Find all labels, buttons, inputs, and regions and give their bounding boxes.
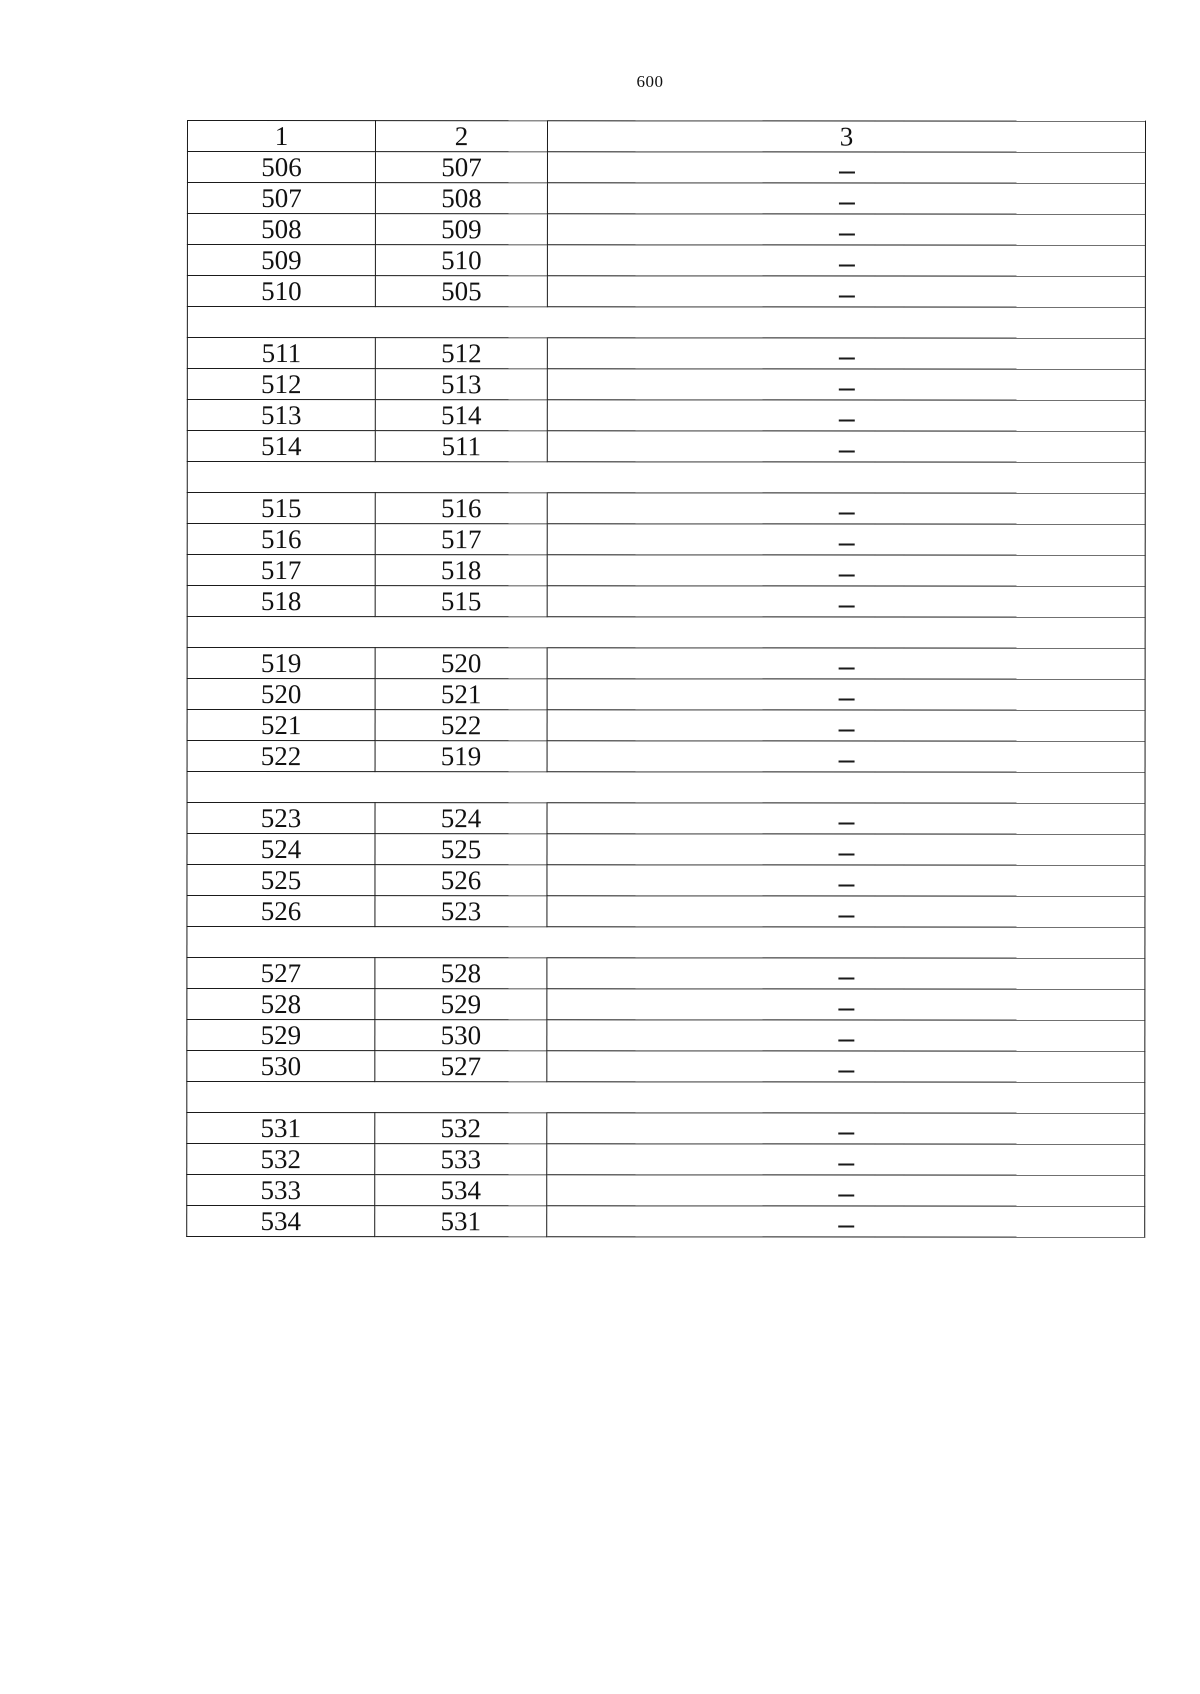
cell-col-2: 509	[375, 214, 547, 245]
page-number: 600	[636, 72, 664, 91]
cell-col-1: 524	[187, 834, 375, 865]
dash-mark	[838, 295, 854, 297]
table-row	[187, 276, 1145, 308]
cell-col-3	[547, 1206, 1145, 1237]
cell-col-1: 516	[187, 524, 375, 555]
header-cell-1: 1	[187, 121, 375, 152]
table-row	[187, 1206, 1145, 1238]
table-row	[187, 431, 1145, 463]
dash-mark	[838, 667, 854, 669]
cell-col-3	[547, 1051, 1145, 1082]
cell-col-3	[547, 958, 1145, 989]
cell-col-3	[547, 710, 1145, 741]
table-row	[187, 338, 1145, 370]
cell-col-2: 525	[375, 834, 547, 865]
cell-col-3	[547, 555, 1145, 586]
table-row	[187, 1020, 1145, 1052]
cell-col-3	[547, 1144, 1145, 1175]
cell-col-2: 524	[375, 803, 547, 834]
cell-col-3	[547, 648, 1145, 679]
cell-col-2: 527	[375, 1051, 547, 1082]
cell-col-2: 523	[375, 896, 547, 927]
dash-mark	[838, 574, 854, 576]
table-row	[187, 958, 1145, 990]
cell-col-1: 512	[187, 369, 375, 400]
group-separator-row	[187, 307, 1145, 339]
cell-col-1: 509	[187, 245, 375, 276]
group-separator-row	[187, 772, 1145, 804]
cell-col-3	[547, 1175, 1145, 1206]
group-separator-cell	[187, 462, 1145, 494]
cell-col-2: 518	[375, 555, 547, 586]
cell-col-2: 505	[375, 276, 547, 307]
group-separator-cell	[187, 772, 1145, 804]
cell-col-3	[547, 989, 1145, 1020]
dash-mark	[838, 450, 854, 452]
dash-mark	[838, 171, 854, 173]
cell-col-2: 531	[375, 1206, 547, 1237]
cell-col-1: 514	[187, 431, 375, 462]
cell-col-3	[547, 276, 1145, 307]
cell-col-3	[547, 183, 1145, 214]
header-cell-3: 3	[547, 121, 1145, 152]
dash-mark	[838, 1163, 854, 1165]
table-row	[187, 741, 1145, 773]
cell-col-2: 512	[375, 338, 547, 369]
cell-col-1: 515	[187, 493, 375, 524]
cell-col-1: 519	[187, 648, 375, 679]
cell-col-3	[547, 400, 1145, 431]
cell-col-3	[547, 679, 1145, 710]
dash-mark	[838, 419, 854, 421]
cell-col-1: 531	[187, 1113, 375, 1144]
dash-mark	[838, 853, 854, 855]
dash-mark	[838, 388, 854, 390]
cell-col-3	[547, 431, 1145, 462]
table-row	[187, 1144, 1145, 1176]
group-separator-cell	[187, 617, 1145, 649]
cell-col-3	[547, 865, 1145, 896]
table-row	[187, 710, 1145, 742]
cell-col-1: 510	[187, 276, 375, 307]
cell-col-2: 510	[375, 245, 547, 276]
cell-col-2: 514	[375, 400, 547, 431]
group-separator-row	[187, 927, 1145, 959]
cell-col-1: 511	[187, 338, 375, 369]
cell-col-1: 523	[187, 803, 375, 834]
dash-mark	[838, 1070, 854, 1072]
table-row	[187, 400, 1145, 432]
cell-col-1: 520	[187, 679, 375, 710]
dash-mark	[838, 357, 854, 359]
cell-col-2: 513	[375, 369, 547, 400]
dash-mark	[838, 605, 854, 607]
dash-mark	[838, 884, 854, 886]
dash-mark	[838, 915, 854, 917]
cell-col-1: 521	[187, 710, 375, 741]
dash-mark	[838, 1008, 854, 1010]
header-row	[187, 121, 1145, 153]
cell-col-2: 534	[375, 1175, 547, 1206]
cell-col-3	[547, 245, 1145, 276]
group-separator-cell	[187, 307, 1145, 339]
cell-col-2: 508	[375, 183, 547, 214]
dash-mark	[838, 1039, 854, 1041]
group-separator-row	[187, 617, 1145, 649]
cell-col-2: 517	[375, 524, 547, 555]
group-separator-row	[187, 1082, 1145, 1114]
cell-col-3	[547, 1020, 1145, 1051]
cell-col-1: 532	[187, 1144, 375, 1175]
cell-col-2: 530	[375, 1020, 547, 1051]
cell-col-1: 530	[187, 1051, 375, 1082]
header-cell-2: 2	[375, 121, 547, 152]
dash-mark	[838, 760, 854, 762]
dash-mark	[838, 1225, 854, 1227]
table-row	[187, 524, 1145, 556]
cell-col-1: 517	[187, 555, 375, 586]
cell-col-3	[547, 152, 1145, 183]
cell-col-1: 533	[187, 1175, 375, 1206]
cell-col-3	[547, 586, 1145, 617]
cell-col-1: 527	[187, 958, 375, 989]
table-row	[187, 152, 1145, 184]
cell-col-1: 526	[187, 896, 375, 927]
cell-col-1: 534	[187, 1206, 375, 1237]
table-row	[187, 896, 1145, 928]
table-row	[187, 803, 1145, 835]
cell-col-2: 520	[375, 648, 547, 679]
dash-mark	[838, 1132, 854, 1134]
cell-col-3	[547, 834, 1145, 865]
cell-col-1: 528	[187, 989, 375, 1020]
dash-mark	[838, 202, 854, 204]
table-row	[187, 648, 1145, 680]
cell-col-1: 508	[187, 214, 375, 245]
dash-mark	[838, 264, 854, 266]
cell-col-2: 521	[375, 679, 547, 710]
table-row	[187, 555, 1145, 587]
dash-mark	[838, 977, 854, 979]
table-row	[187, 834, 1145, 866]
table-row	[187, 245, 1145, 277]
cell-col-2: 528	[375, 958, 547, 989]
cell-col-3	[547, 524, 1145, 555]
dash-mark	[838, 1194, 854, 1196]
cell-col-1: 522	[187, 741, 375, 772]
table-row	[187, 493, 1145, 525]
cell-col-1: 507	[187, 183, 375, 214]
table-row	[187, 1113, 1145, 1145]
table-row	[187, 183, 1145, 215]
cell-col-2: 532	[375, 1113, 547, 1144]
cell-col-1: 525	[187, 865, 375, 896]
dash-mark	[838, 698, 854, 700]
cell-col-1: 506	[187, 152, 375, 183]
cell-col-3	[547, 338, 1145, 369]
table-row	[187, 586, 1145, 618]
dash-mark	[838, 729, 854, 731]
cell-col-3	[547, 741, 1145, 772]
cell-col-2: 519	[375, 741, 547, 772]
cell-col-2: 526	[375, 865, 547, 896]
data-table	[186, 120, 1146, 1238]
table-row	[187, 865, 1145, 897]
table-row	[187, 1051, 1145, 1083]
cell-col-1: 518	[187, 586, 375, 617]
cell-col-2: 515	[375, 586, 547, 617]
cell-col-2: 511	[375, 431, 547, 462]
cell-col-1: 513	[187, 400, 375, 431]
table-row	[187, 214, 1145, 246]
cell-col-1: 529	[187, 1020, 375, 1051]
dash-mark	[838, 512, 854, 514]
group-separator-row	[187, 462, 1145, 494]
cell-col-2: 516	[375, 493, 547, 524]
table-row	[187, 989, 1145, 1021]
cell-col-3	[547, 896, 1145, 927]
cell-col-3	[547, 214, 1145, 245]
dash-mark	[838, 543, 854, 545]
dash-mark	[838, 233, 854, 235]
table-row	[187, 1175, 1145, 1207]
table-row	[187, 369, 1145, 401]
cell-col-2: 522	[375, 710, 547, 741]
cell-col-2: 529	[375, 989, 547, 1020]
cell-col-2: 533	[375, 1144, 547, 1175]
group-separator-cell	[187, 927, 1145, 959]
table-row	[187, 679, 1145, 711]
group-separator-cell	[187, 1082, 1145, 1114]
cell-col-2: 507	[375, 152, 547, 183]
cell-col-3	[547, 369, 1145, 400]
cell-col-3	[547, 803, 1145, 834]
cell-col-3	[547, 493, 1145, 524]
table-body	[187, 121, 1146, 1238]
cell-col-3	[547, 1113, 1145, 1144]
dash-mark	[838, 822, 854, 824]
